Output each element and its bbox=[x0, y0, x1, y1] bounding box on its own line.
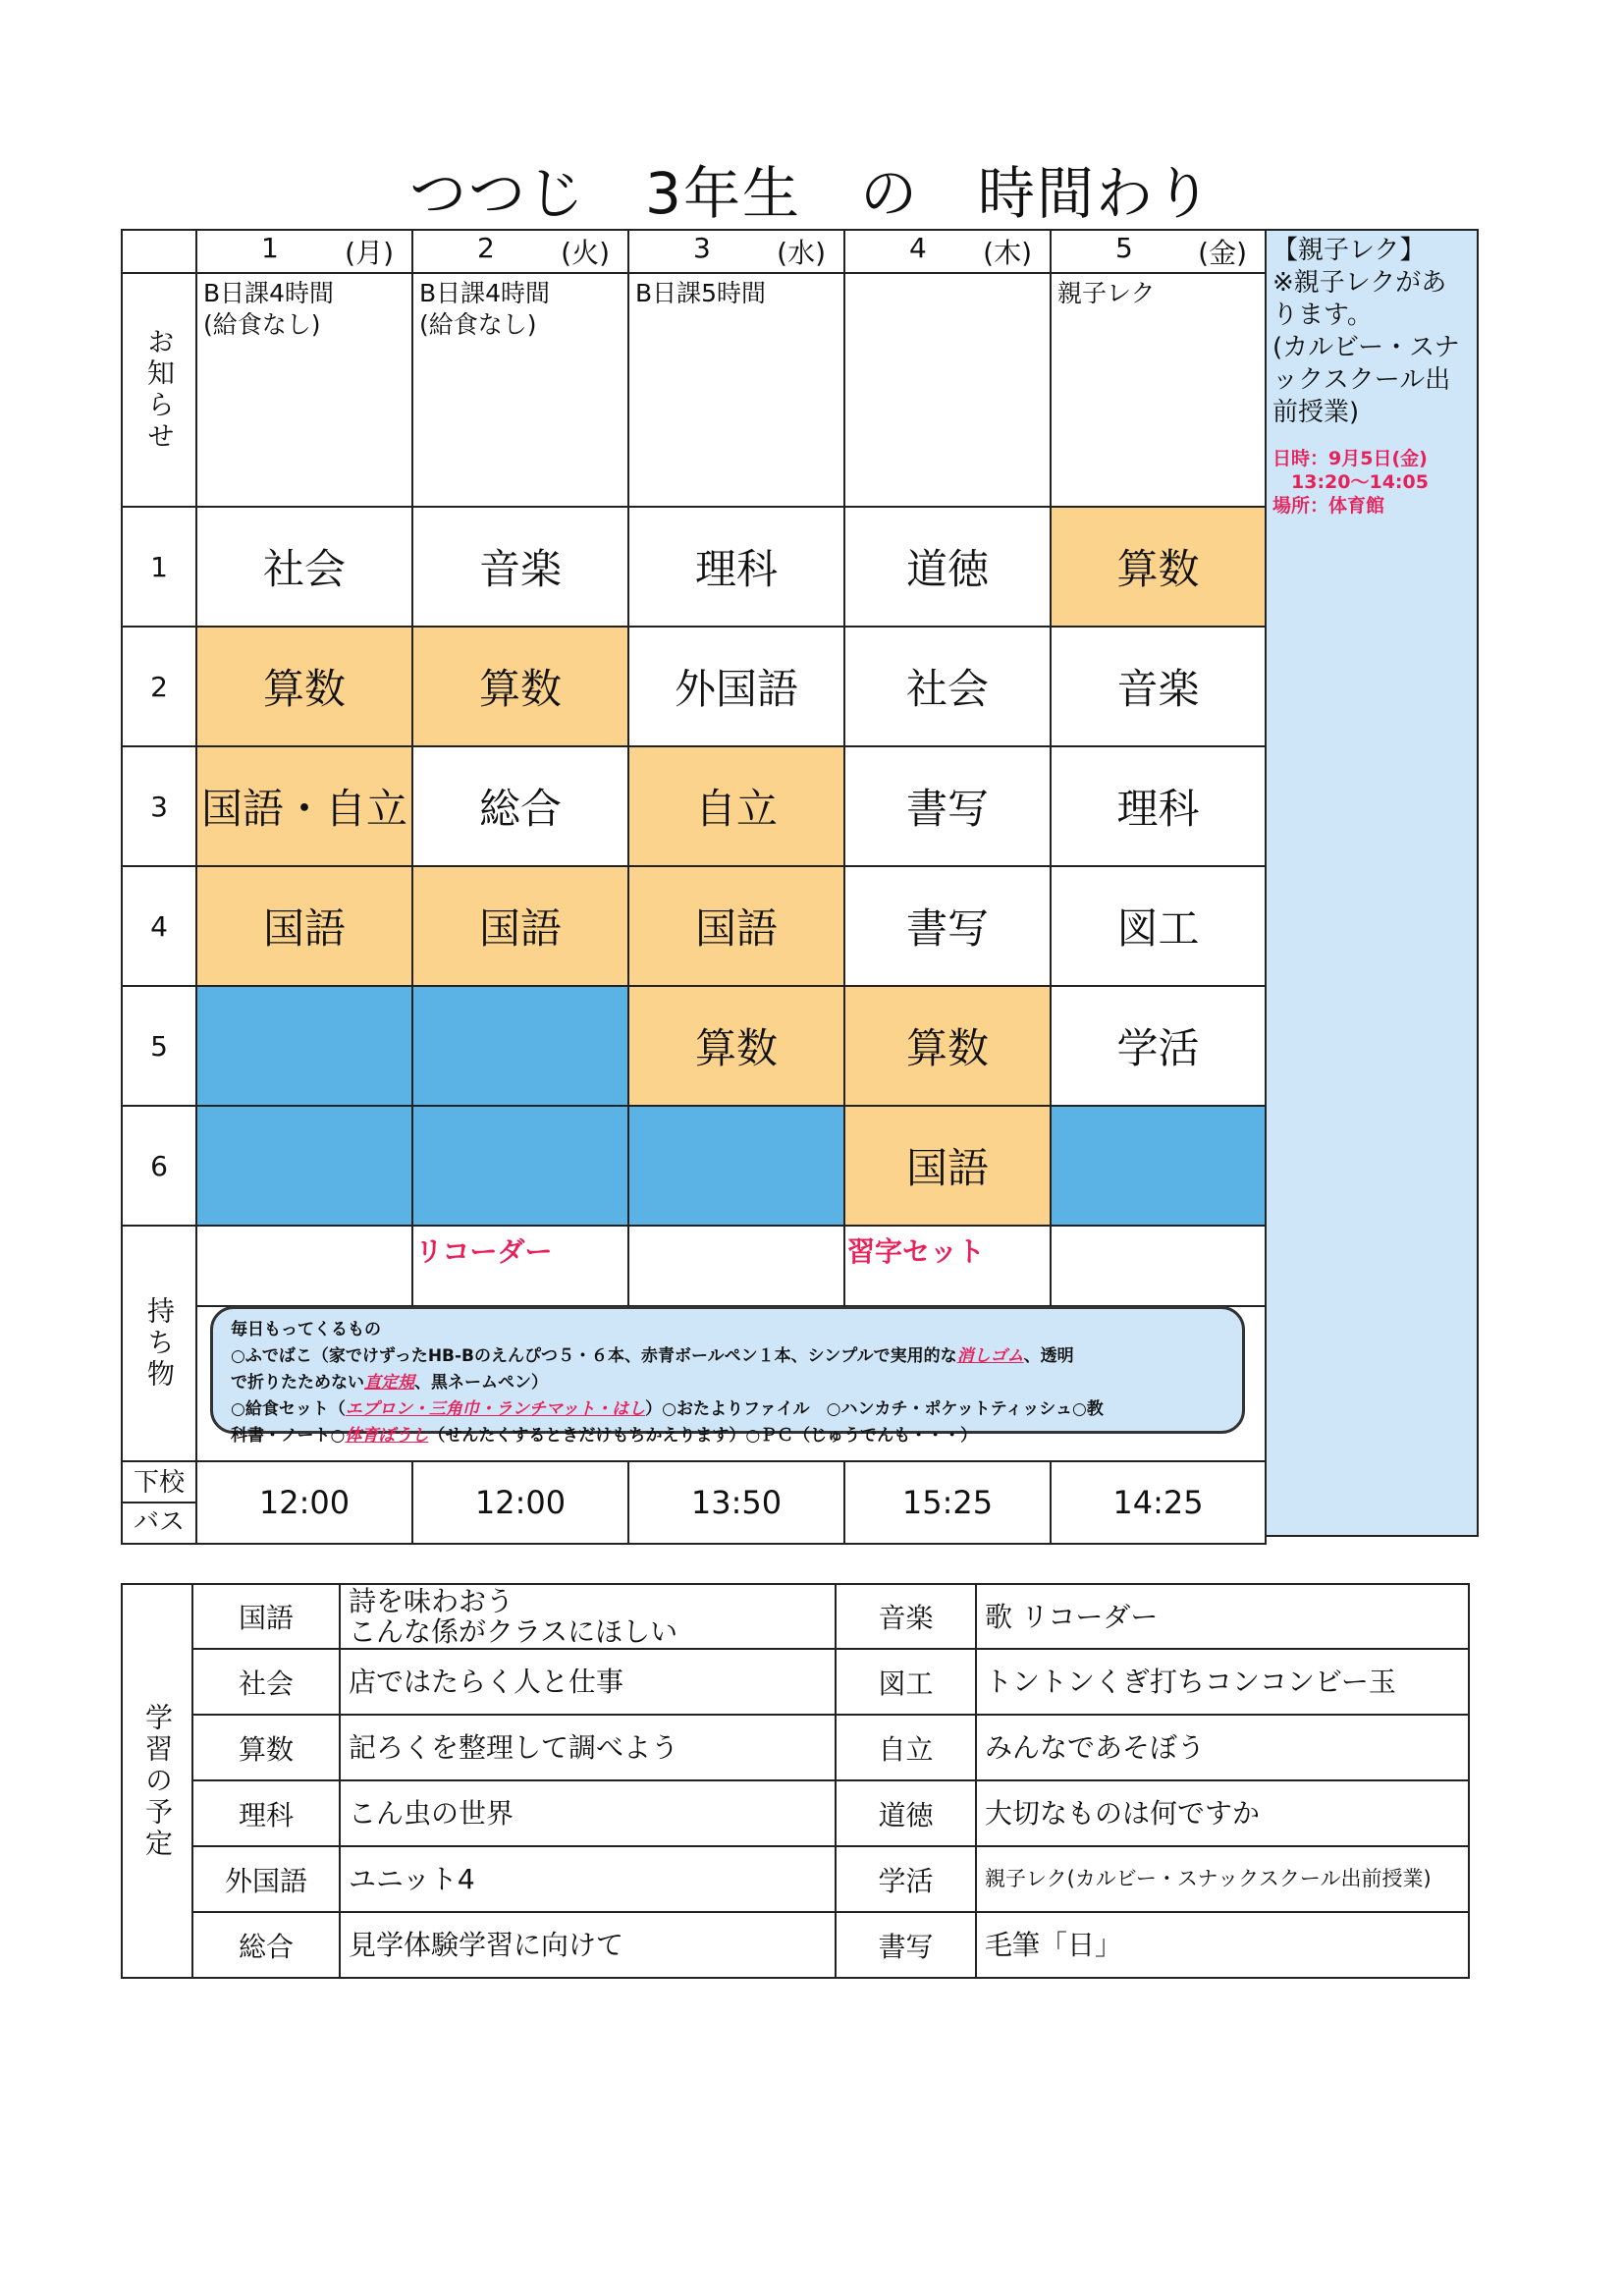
blank-class-cell bbox=[1051, 1106, 1266, 1226]
period-row bbox=[122, 627, 1266, 746]
class-cell: 音楽 bbox=[1051, 627, 1266, 746]
class-cell: 書写 bbox=[844, 746, 1051, 866]
notice-tue: B日課4時間 (給食なし) bbox=[412, 273, 628, 507]
schedule-content: 親子レク(カルビー・スナックスクール出前授業) bbox=[976, 1846, 1469, 1912]
class-cell: 算数 bbox=[412, 627, 628, 746]
class-cell: 算数 bbox=[628, 986, 844, 1106]
class-cell: 算数 bbox=[1051, 507, 1266, 627]
class-cell: 自立 bbox=[628, 746, 844, 866]
blank-class-cell bbox=[196, 1106, 412, 1226]
schedule-content: 店ではたらく人と仕事 bbox=[340, 1649, 836, 1715]
daily-items-line: ○ふでばこ（家でけずったHB-Bのえんぴつ５・６本、赤青ボールペン１本、シンプルで実用的な消しゴム、透明 bbox=[231, 1346, 1074, 1366]
day-header-row bbox=[122, 230, 1266, 273]
schedule-row bbox=[122, 1846, 1469, 1912]
bus-time: 15:25 bbox=[844, 1461, 1051, 1544]
bus-row bbox=[122, 1461, 1266, 1544]
notice-wed: B日課5時間 bbox=[628, 273, 844, 507]
bus-label: 下校 バス bbox=[122, 1461, 196, 1544]
schedule-row bbox=[122, 1584, 1469, 1649]
side-note-detail: 日時：9月5日(金) 13:20〜14:05 場所：体育館 bbox=[1272, 448, 1429, 517]
class-cell: 国語 bbox=[196, 866, 412, 986]
bus-time: 13:50 bbox=[628, 1461, 844, 1544]
class-cell: 書写 bbox=[844, 866, 1051, 986]
notice-mon: B日課4時間 (給食なし) bbox=[196, 273, 412, 507]
bus-time: 12:00 bbox=[196, 1461, 412, 1544]
schedule-content: 大切なものは何ですか bbox=[976, 1780, 1469, 1846]
schedule-subject: 学活 bbox=[836, 1846, 976, 1912]
corner-cell bbox=[122, 230, 196, 273]
schedule-content: トントンくぎ打ちコンコンビー玉 bbox=[976, 1649, 1469, 1715]
notice-fri: 親子レク bbox=[1051, 273, 1266, 507]
day-header-fri: 5 (金) bbox=[1051, 230, 1266, 273]
bus-time: 14:25 bbox=[1051, 1461, 1266, 1544]
schedule-row bbox=[122, 1649, 1469, 1715]
class-cell: 算数 bbox=[196, 627, 412, 746]
class-cell: 理科 bbox=[1051, 746, 1266, 866]
class-cell: 道徳 bbox=[844, 507, 1051, 627]
schedule-subject: 自立 bbox=[836, 1715, 976, 1780]
class-cell: 国語・自立 bbox=[196, 746, 412, 866]
schedule-subject: 社会 bbox=[192, 1649, 340, 1715]
schedule-row bbox=[122, 1912, 1469, 1978]
notice-label: お知らせ bbox=[122, 273, 196, 507]
bring-wed bbox=[628, 1226, 844, 1306]
notice-thu bbox=[844, 273, 1051, 507]
day-header-mon: 1 (月) bbox=[196, 230, 412, 273]
period-row bbox=[122, 866, 1266, 986]
period-number: 5 bbox=[122, 986, 196, 1106]
period-number: 2 bbox=[122, 627, 196, 746]
schedule-subject: 外国語 bbox=[192, 1846, 340, 1912]
schedule-subject: 音楽 bbox=[836, 1584, 976, 1649]
blank-class-cell bbox=[628, 1106, 844, 1226]
schedule-subject: 国語 bbox=[192, 1584, 340, 1649]
notice-row bbox=[122, 273, 1266, 507]
bring-mon bbox=[196, 1226, 412, 1306]
schedule-content: 毛筆「日」 bbox=[976, 1912, 1469, 1978]
schedule-row bbox=[122, 1780, 1469, 1846]
daily-items-line: ○給食セット（エプロン・三角巾・ランチマット・はし）○おたよりファイル ○ハンカチ・ポケットティッシュ○教 bbox=[231, 1399, 1104, 1419]
learning-schedule bbox=[121, 1583, 1470, 1979]
class-cell: 国語 bbox=[412, 866, 628, 986]
daily-items-line: で折りたためない直定規、黒ネームペン） bbox=[231, 1373, 548, 1393]
schedule-content: 詩を味わおう こんな係がクラスにほしい bbox=[340, 1584, 836, 1649]
class-cell: 国語 bbox=[628, 866, 844, 986]
period-number: 1 bbox=[122, 507, 196, 627]
schedule-subject: 図工 bbox=[836, 1649, 976, 1715]
bus-time: 12:00 bbox=[412, 1461, 628, 1544]
schedule-row bbox=[122, 1715, 1469, 1780]
period-row bbox=[122, 507, 1266, 627]
class-cell: 外国語 bbox=[628, 627, 844, 746]
schedule-subject: 算数 bbox=[192, 1715, 340, 1780]
class-cell: 社会 bbox=[844, 627, 1051, 746]
bring-fri bbox=[1051, 1226, 1266, 1306]
blank-class-cell bbox=[196, 986, 412, 1106]
bring-tue: リコーダー bbox=[412, 1226, 628, 1306]
period-number: 6 bbox=[122, 1106, 196, 1226]
schedule-subject: 書写 bbox=[836, 1912, 976, 1978]
schedule-subject: 道徳 bbox=[836, 1780, 976, 1846]
class-cell: 国語 bbox=[844, 1106, 1051, 1226]
schedule-content: こん虫の世界 bbox=[340, 1780, 836, 1846]
day-header-wed: 3 (水) bbox=[628, 230, 844, 273]
schedule-content: ユニット4 bbox=[340, 1846, 836, 1912]
period-row bbox=[122, 986, 1266, 1106]
class-cell: 総合 bbox=[412, 746, 628, 866]
period-number: 3 bbox=[122, 746, 196, 866]
side-note-text: 【親子レク】 ※親子レクがあります。 (カルビー・スナックスクール出前授業) bbox=[1272, 236, 1460, 427]
blank-class-cell bbox=[412, 986, 628, 1106]
class-cell: 社会 bbox=[196, 507, 412, 627]
schedule-content: 歌 リコーダー bbox=[976, 1584, 1469, 1649]
class-cell: 理科 bbox=[628, 507, 844, 627]
side-note bbox=[1265, 229, 1479, 1537]
class-cell: 図工 bbox=[1051, 866, 1266, 986]
schedule-content: 見学体験学習に向けて bbox=[340, 1912, 836, 1978]
blank-class-cell bbox=[412, 1106, 628, 1226]
items-label: 持ち物 bbox=[122, 1226, 196, 1461]
page-title: つつじ 3年生 の 時間わり bbox=[409, 160, 1214, 227]
period-row bbox=[122, 746, 1266, 866]
class-cell: 音楽 bbox=[412, 507, 628, 627]
learning-label: 学習の予定 bbox=[122, 1584, 192, 1978]
daily-items-line: 科書・ノート○体育ぼうし（せんたくするときだけもちかえります）○ＰＣ（じゅうでんも・・・） bbox=[231, 1426, 978, 1446]
class-cell: 算数 bbox=[844, 986, 1051, 1106]
schedule-subject: 理科 bbox=[192, 1780, 340, 1846]
class-cell: 学活 bbox=[1051, 986, 1266, 1106]
bring-row bbox=[122, 1226, 1266, 1306]
day-header-thu: 4 (木) bbox=[844, 230, 1051, 273]
schedule-content: 記ろくを整理して調べよう bbox=[340, 1715, 836, 1780]
schedule-content: みんなであそぼう bbox=[976, 1715, 1469, 1780]
period-row bbox=[122, 1106, 1266, 1226]
day-header-tue: 2 (火) bbox=[412, 230, 628, 273]
daily-items-box bbox=[210, 1306, 1245, 1446]
bring-thu: 習字セット bbox=[844, 1226, 1051, 1306]
schedule-subject: 総合 bbox=[192, 1912, 340, 1978]
daily-items-heading: 毎日もってくるもの bbox=[231, 1320, 381, 1339]
period-number: 4 bbox=[122, 866, 196, 986]
